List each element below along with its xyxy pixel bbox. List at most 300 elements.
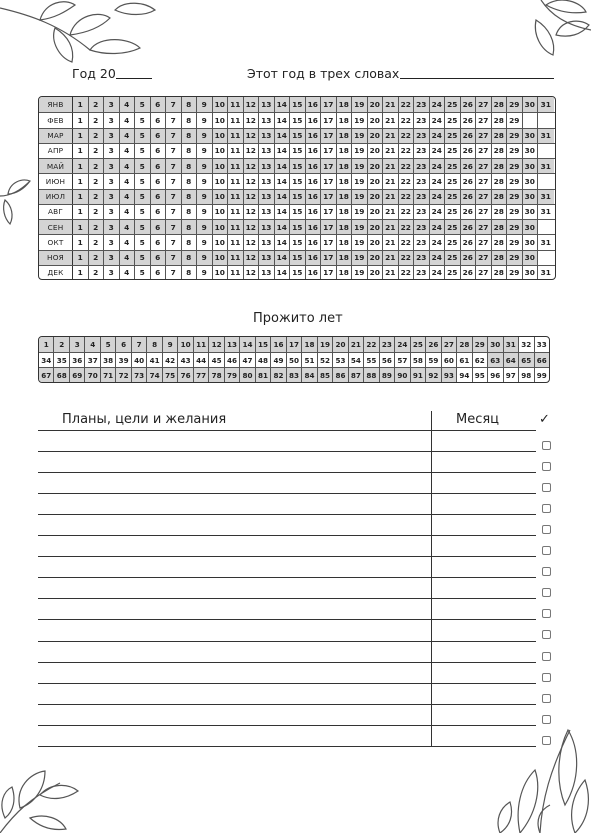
calendar-day-cell[interactable]: 1 <box>73 97 89 112</box>
calendar-day-cell[interactable]: 23 <box>414 97 430 112</box>
year-cell[interactable]: 92 <box>426 368 441 382</box>
calendar-day-cell[interactable]: 12 <box>244 205 260 219</box>
year-cell[interactable]: 96 <box>488 368 503 382</box>
calendar-day-cell[interactable]: 1 <box>73 129 89 143</box>
year-cell[interactable]: 46 <box>225 353 240 367</box>
calendar-day-cell[interactable]: 18 <box>337 251 353 265</box>
calendar-day-cell[interactable]: 30 <box>523 159 539 173</box>
year-cell[interactable]: 43 <box>178 353 193 367</box>
calendar-day-cell[interactable]: 14 <box>275 159 291 173</box>
calendar-day-cell[interactable]: 8 <box>182 220 198 234</box>
calendar-day-cell[interactable]: 22 <box>399 190 415 204</box>
calendar-day-cell[interactable]: 8 <box>182 159 198 173</box>
calendar-day-cell[interactable]: 2 <box>89 113 105 127</box>
calendar-day-cell[interactable]: 12 <box>244 266 260 280</box>
calendar-day-cell[interactable]: 30 <box>523 190 539 204</box>
calendar-day-cell[interactable]: 6 <box>151 174 167 188</box>
calendar-day-cell[interactable]: 2 <box>89 190 105 204</box>
calendar-empty-cell[interactable] <box>538 251 554 265</box>
calendar-day-cell[interactable]: 15 <box>290 220 306 234</box>
year-cell[interactable]: 13 <box>225 337 240 352</box>
year-cell[interactable]: 77 <box>194 368 209 382</box>
calendar-day-cell[interactable]: 27 <box>476 113 492 127</box>
calendar-day-cell[interactable]: 30 <box>523 251 539 265</box>
year-cell[interactable]: 7 <box>132 337 147 352</box>
calendar-day-cell[interactable]: 26 <box>461 144 477 158</box>
calendar-day-cell[interactable]: 24 <box>430 174 446 188</box>
calendar-day-cell[interactable]: 23 <box>414 174 430 188</box>
calendar-day-cell[interactable]: 29 <box>507 205 523 219</box>
calendar-day-cell[interactable]: 8 <box>182 129 198 143</box>
calendar-day-cell[interactable]: 15 <box>290 129 306 143</box>
calendar-day-cell[interactable]: 7 <box>166 220 182 234</box>
calendar-day-cell[interactable]: 1 <box>73 205 89 219</box>
calendar-day-cell[interactable]: 28 <box>492 113 508 127</box>
calendar-day-cell[interactable]: 20 <box>368 174 384 188</box>
calendar-day-cell[interactable]: 13 <box>259 97 275 112</box>
calendar-day-cell[interactable]: 6 <box>151 97 167 112</box>
calendar-day-cell[interactable]: 19 <box>352 190 368 204</box>
year-cell[interactable]: 61 <box>457 353 472 367</box>
calendar-day-cell[interactable]: 24 <box>430 251 446 265</box>
calendar-day-cell[interactable]: 25 <box>445 235 461 249</box>
calendar-day-cell[interactable]: 23 <box>414 220 430 234</box>
calendar-day-cell[interactable]: 7 <box>166 113 182 127</box>
calendar-day-cell[interactable]: 11 <box>228 235 244 249</box>
calendar-day-cell[interactable]: 5 <box>135 144 151 158</box>
calendar-day-cell[interactable]: 26 <box>461 129 477 143</box>
calendar-day-cell[interactable]: 7 <box>166 159 182 173</box>
year-cell[interactable]: 71 <box>101 368 116 382</box>
calendar-day-cell[interactable]: 20 <box>368 235 384 249</box>
calendar-day-cell[interactable]: 4 <box>120 205 136 219</box>
calendar-day-cell[interactable]: 13 <box>259 235 275 249</box>
calendar-day-cell[interactable]: 23 <box>414 144 430 158</box>
calendar-day-cell[interactable]: 11 <box>228 159 244 173</box>
calendar-day-cell[interactable]: 5 <box>135 220 151 234</box>
calendar-day-cell[interactable]: 26 <box>461 220 477 234</box>
year-cell[interactable]: 76 <box>178 368 193 382</box>
plan-row-line[interactable] <box>38 598 536 599</box>
calendar-day-cell[interactable]: 15 <box>290 190 306 204</box>
calendar-day-cell[interactable]: 24 <box>430 97 446 112</box>
calendar-day-cell[interactable]: 26 <box>461 235 477 249</box>
calendar-day-cell[interactable]: 3 <box>104 129 120 143</box>
plan-checkbox[interactable] <box>542 462 551 471</box>
calendar-day-cell[interactable]: 2 <box>89 251 105 265</box>
calendar-day-cell[interactable]: 10 <box>213 129 229 143</box>
calendar-day-cell[interactable]: 20 <box>368 97 384 112</box>
plan-checkbox[interactable] <box>542 630 551 639</box>
calendar-day-cell[interactable]: 9 <box>197 235 213 249</box>
calendar-day-cell[interactable]: 17 <box>321 220 337 234</box>
calendar-day-cell[interactable]: 30 <box>523 235 539 249</box>
year-cell[interactable]: 56 <box>380 353 395 367</box>
three-words-input-line[interactable] <box>400 78 554 79</box>
year-cell[interactable]: 16 <box>271 337 286 352</box>
calendar-day-cell[interactable]: 19 <box>352 266 368 280</box>
calendar-day-cell[interactable]: 30 <box>523 97 539 112</box>
calendar-day-cell[interactable]: 7 <box>166 174 182 188</box>
year-cell[interactable]: 5 <box>101 337 116 352</box>
year-cell[interactable]: 29 <box>473 337 488 352</box>
calendar-day-cell[interactable]: 8 <box>182 174 198 188</box>
calendar-day-cell[interactable]: 30 <box>523 266 539 280</box>
year-cell[interactable]: 45 <box>209 353 224 367</box>
calendar-day-cell[interactable]: 31 <box>538 129 554 143</box>
calendar-day-cell[interactable]: 25 <box>445 220 461 234</box>
calendar-day-cell[interactable]: 18 <box>337 266 353 280</box>
calendar-day-cell[interactable]: 15 <box>290 235 306 249</box>
year-cell[interactable]: 57 <box>395 353 410 367</box>
calendar-day-cell[interactable]: 24 <box>430 113 446 127</box>
calendar-day-cell[interactable]: 28 <box>492 97 508 112</box>
year-cell[interactable]: 54 <box>349 353 364 367</box>
calendar-day-cell[interactable]: 6 <box>151 251 167 265</box>
calendar-day-cell[interactable]: 23 <box>414 159 430 173</box>
calendar-day-cell[interactable]: 7 <box>166 266 182 280</box>
calendar-day-cell[interactable]: 16 <box>306 220 322 234</box>
calendar-empty-cell[interactable] <box>538 174 554 188</box>
calendar-day-cell[interactable]: 13 <box>259 266 275 280</box>
calendar-day-cell[interactable]: 29 <box>507 113 523 127</box>
plan-row-line[interactable] <box>38 704 536 705</box>
calendar-day-cell[interactable]: 18 <box>337 220 353 234</box>
calendar-day-cell[interactable]: 31 <box>540 268 551 278</box>
calendar-day-cell[interactable]: 13 <box>259 113 275 127</box>
year-cell[interactable]: 69 <box>70 368 85 382</box>
year-cell[interactable]: 72 <box>116 368 131 382</box>
calendar-day-cell[interactable]: 29 <box>507 251 523 265</box>
year-cell[interactable]: 11 <box>194 337 209 352</box>
calendar-day-cell[interactable]: 11 <box>228 251 244 265</box>
calendar-day-cell[interactable]: 1 <box>73 220 89 234</box>
year-cell[interactable]: 62 <box>473 353 488 367</box>
calendar-day-cell[interactable]: 22 <box>399 144 415 158</box>
year-cell[interactable]: 8 <box>147 337 162 352</box>
calendar-day-cell[interactable]: 17 <box>321 113 337 127</box>
calendar-day-cell[interactable]: 1 <box>73 144 89 158</box>
calendar-day-cell[interactable]: 8 <box>182 251 198 265</box>
plan-checkbox[interactable] <box>542 546 551 555</box>
calendar-day-cell[interactable]: 18 <box>337 205 353 219</box>
calendar-day-cell[interactable]: 3 <box>104 190 120 204</box>
calendar-day-cell[interactable]: 2 <box>89 97 105 112</box>
calendar-day-cell[interactable]: 2 <box>89 174 105 188</box>
year-cell[interactable]: 80 <box>240 368 255 382</box>
calendar-day-cell[interactable]: 9 <box>197 220 213 234</box>
year-cell[interactable]: 82 <box>271 368 286 382</box>
calendar-day-cell[interactable]: 30 <box>523 174 539 188</box>
calendar-day-cell[interactable]: 21 <box>383 190 399 204</box>
calendar-day-cell[interactable]: 20 <box>368 266 384 280</box>
year-cell[interactable]: 94 <box>457 368 472 382</box>
calendar-day-cell[interactable]: 27 <box>476 144 492 158</box>
plan-row-line[interactable] <box>38 725 536 726</box>
year-cell[interactable]: 53 <box>333 353 348 367</box>
calendar-day-cell[interactable]: 15 <box>290 159 306 173</box>
calendar-day-cell[interactable]: 24 <box>430 129 446 143</box>
calendar-day-cell[interactable]: 25 <box>445 190 461 204</box>
calendar-day-cell[interactable]: 25 <box>445 205 461 219</box>
plan-row-line[interactable] <box>38 746 536 747</box>
calendar-day-cell[interactable]: 14 <box>275 266 291 280</box>
calendar-day-cell[interactable]: 10 <box>213 144 229 158</box>
calendar-day-cell[interactable]: 1 <box>73 174 89 188</box>
calendar-day-cell[interactable]: 10 <box>213 159 229 173</box>
plan-row-line[interactable] <box>38 556 536 557</box>
year-cell[interactable]: 4 <box>85 337 100 352</box>
calendar-day-cell[interactable]: 11 <box>228 97 244 112</box>
calendar-empty-cell[interactable] <box>538 113 554 127</box>
calendar-empty-cell[interactable] <box>523 113 539 127</box>
calendar-day-cell[interactable]: 9 <box>197 113 213 127</box>
calendar-day-cell[interactable]: 20 <box>368 220 384 234</box>
year-cell[interactable]: 3 <box>70 337 85 352</box>
calendar-day-cell[interactable]: 12 <box>244 190 260 204</box>
calendar-day-cell[interactable]: 21 <box>383 220 399 234</box>
calendar-day-cell[interactable]: 10 <box>213 251 229 265</box>
calendar-day-cell[interactable]: 13 <box>259 205 275 219</box>
calendar-day-cell[interactable]: 4 <box>120 129 136 143</box>
calendar-day-cell[interactable]: 14 <box>275 174 291 188</box>
calendar-day-cell[interactable]: 19 <box>352 144 368 158</box>
year-cell[interactable]: 25 <box>411 337 426 352</box>
calendar-day-cell[interactable]: 17 <box>321 144 337 158</box>
calendar-day-cell[interactable]: 21 <box>383 235 399 249</box>
calendar-day-cell[interactable]: 24 <box>430 205 446 219</box>
calendar-day-cell[interactable]: 18 <box>337 190 353 204</box>
calendar-day-cell[interactable]: 14 <box>275 205 291 219</box>
calendar-day-cell[interactable]: 28 <box>492 190 508 204</box>
calendar-day-cell[interactable]: 23 <box>414 190 430 204</box>
calendar-day-cell[interactable]: 22 <box>399 251 415 265</box>
calendar-day-cell[interactable]: 2 <box>89 220 105 234</box>
year-cell[interactable]: 33 <box>536 340 547 350</box>
calendar-day-cell[interactable]: 19 <box>352 159 368 173</box>
calendar-day-cell[interactable]: 3 <box>104 251 120 265</box>
calendar-day-cell[interactable]: 21 <box>383 159 399 173</box>
calendar-day-cell[interactable]: 3 <box>104 159 120 173</box>
calendar-day-cell[interactable]: 7 <box>166 144 182 158</box>
calendar-day-cell[interactable]: 12 <box>244 97 260 112</box>
calendar-day-cell[interactable]: 31 <box>538 97 554 112</box>
year-cell[interactable]: 32 <box>519 337 534 352</box>
calendar-day-cell[interactable]: 13 <box>259 144 275 158</box>
year-cell[interactable]: 48 <box>256 353 271 367</box>
calendar-day-cell[interactable]: 9 <box>197 190 213 204</box>
year-cell[interactable]: 74 <box>147 368 162 382</box>
calendar-day-cell[interactable]: 20 <box>368 159 384 173</box>
calendar-day-cell[interactable]: 29 <box>507 144 523 158</box>
plan-row-line[interactable] <box>38 662 536 663</box>
calendar-day-cell[interactable]: 1 <box>73 266 89 280</box>
calendar-day-cell[interactable]: 13 <box>259 190 275 204</box>
calendar-day-cell[interactable]: 5 <box>135 235 151 249</box>
calendar-day-cell[interactable]: 30 <box>523 144 539 158</box>
calendar-day-cell[interactable]: 19 <box>352 235 368 249</box>
calendar-day-cell[interactable]: 28 <box>492 144 508 158</box>
calendar-day-cell[interactable]: 9 <box>197 266 213 280</box>
calendar-day-cell[interactable]: 7 <box>166 251 182 265</box>
calendar-day-cell[interactable]: 20 <box>368 113 384 127</box>
calendar-day-cell[interactable]: 9 <box>197 129 213 143</box>
year-cell[interactable]: 79 <box>225 368 240 382</box>
calendar-day-cell[interactable]: 12 <box>244 220 260 234</box>
year-cell[interactable]: 59 <box>426 353 441 367</box>
calendar-day-cell[interactable]: 5 <box>135 129 151 143</box>
year-cell[interactable]: 17 <box>287 337 302 352</box>
calendar-day-cell[interactable]: 2 <box>89 235 105 249</box>
calendar-day-cell[interactable]: 27 <box>476 220 492 234</box>
calendar-day-cell[interactable]: 13 <box>259 174 275 188</box>
calendar-day-cell[interactable]: 1 <box>73 251 89 265</box>
year-cell[interactable]: 67 <box>39 368 54 382</box>
plan-checkbox[interactable] <box>542 588 551 597</box>
calendar-day-cell[interactable]: 18 <box>337 129 353 143</box>
calendar-day-cell[interactable]: 24 <box>430 144 446 158</box>
calendar-day-cell[interactable]: 17 <box>321 159 337 173</box>
calendar-day-cell[interactable]: 22 <box>399 97 415 112</box>
plan-row-line[interactable] <box>38 619 536 620</box>
year-cell[interactable]: 40 <box>132 353 147 367</box>
calendar-day-cell[interactable]: 24 <box>430 159 446 173</box>
calendar-day-cell[interactable]: 5 <box>135 251 151 265</box>
calendar-day-cell[interactable]: 21 <box>383 205 399 219</box>
calendar-day-cell[interactable]: 17 <box>321 266 337 280</box>
year-cell[interactable]: 9 <box>163 337 178 352</box>
calendar-day-cell[interactable]: 5 <box>135 113 151 127</box>
calendar-day-cell[interactable]: 11 <box>228 129 244 143</box>
year-cell[interactable]: 55 <box>364 353 379 367</box>
plan-checkbox[interactable] <box>542 609 551 618</box>
year-cell[interactable]: 75 <box>163 368 178 382</box>
year-cell[interactable]: 89 <box>380 368 395 382</box>
calendar-empty-cell[interactable] <box>538 144 554 158</box>
calendar-day-cell[interactable]: 29 <box>507 174 523 188</box>
calendar-day-cell[interactable]: 28 <box>492 266 508 280</box>
calendar-day-cell[interactable]: 13 <box>259 251 275 265</box>
calendar-day-cell[interactable]: 23 <box>414 205 430 219</box>
calendar-day-cell[interactable]: 26 <box>461 205 477 219</box>
year-cell[interactable]: 21 <box>349 337 364 352</box>
calendar-day-cell[interactable]: 12 <box>244 144 260 158</box>
calendar-day-cell[interactable]: 15 <box>290 205 306 219</box>
year-cell[interactable]: 14 <box>240 337 255 352</box>
calendar-day-cell[interactable]: 27 <box>476 129 492 143</box>
calendar-day-cell[interactable]: 19 <box>352 174 368 188</box>
calendar-day-cell[interactable]: 26 <box>461 159 477 173</box>
calendar-day-cell[interactable]: 1 <box>73 113 89 127</box>
year-cell[interactable]: 19 <box>318 337 333 352</box>
calendar-day-cell[interactable]: 4 <box>120 220 136 234</box>
calendar-day-cell[interactable]: 12 <box>244 251 260 265</box>
calendar-day-cell[interactable]: 20 <box>368 205 384 219</box>
calendar-day-cell[interactable]: 27 <box>476 190 492 204</box>
calendar-day-cell[interactable]: 9 <box>197 251 213 265</box>
calendar-day-cell[interactable]: 29 <box>507 97 523 112</box>
calendar-day-cell[interactable]: 7 <box>166 235 182 249</box>
calendar-day-cell[interactable]: 7 <box>166 129 182 143</box>
calendar-day-cell[interactable]: 22 <box>399 174 415 188</box>
calendar-day-cell[interactable]: 3 <box>104 235 120 249</box>
calendar-day-cell[interactable]: 12 <box>244 113 260 127</box>
calendar-day-cell[interactable]: 11 <box>228 113 244 127</box>
calendar-day-cell[interactable]: 6 <box>151 235 167 249</box>
calendar-day-cell[interactable]: 26 <box>461 113 477 127</box>
calendar-day-cell[interactable]: 8 <box>182 235 198 249</box>
calendar-day-cell[interactable]: 2 <box>89 129 105 143</box>
calendar-day-cell[interactable]: 18 <box>337 174 353 188</box>
calendar-day-cell[interactable]: 16 <box>306 144 322 158</box>
calendar-day-cell[interactable]: 21 <box>383 144 399 158</box>
calendar-day-cell[interactable]: 12 <box>244 159 260 173</box>
year-cell[interactable]: 85 <box>318 368 333 382</box>
calendar-day-cell[interactable]: 15 <box>290 97 306 112</box>
calendar-day-cell[interactable]: 6 <box>151 220 167 234</box>
year-cell[interactable]: 52 <box>318 353 333 367</box>
year-cell[interactable]: 2 <box>54 337 69 352</box>
calendar-day-cell[interactable]: 16 <box>306 190 322 204</box>
year-cell[interactable]: 27 <box>442 337 457 352</box>
year-cell[interactable]: 41 <box>147 353 162 367</box>
calendar-day-cell[interactable]: 3 <box>104 144 120 158</box>
year-cell[interactable]: 35 <box>54 353 69 367</box>
calendar-day-cell[interactable]: 11 <box>228 144 244 158</box>
calendar-day-cell[interactable]: 7 <box>166 97 182 112</box>
year-cell[interactable]: 47 <box>240 353 255 367</box>
calendar-day-cell[interactable]: 6 <box>151 144 167 158</box>
year-cell[interactable]: 37 <box>85 353 100 367</box>
calendar-day-cell[interactable]: 8 <box>182 205 198 219</box>
calendar-day-cell[interactable]: 10 <box>213 190 229 204</box>
calendar-day-cell[interactable]: 10 <box>213 113 229 127</box>
plan-row-line[interactable] <box>38 683 536 684</box>
calendar-day-cell[interactable]: 29 <box>507 235 523 249</box>
year-cell[interactable]: 39 <box>116 353 131 367</box>
year-cell[interactable]: 30 <box>488 337 503 352</box>
year-cell[interactable]: 93 <box>442 368 457 382</box>
year-cell[interactable]: 34 <box>39 353 54 367</box>
calendar-day-cell[interactable]: 5 <box>135 205 151 219</box>
calendar-day-cell[interactable]: 11 <box>228 190 244 204</box>
calendar-day-cell[interactable]: 23 <box>414 266 430 280</box>
calendar-day-cell[interactable]: 8 <box>182 266 198 280</box>
calendar-day-cell[interactable]: 10 <box>213 266 229 280</box>
calendar-day-cell[interactable]: 11 <box>228 220 244 234</box>
calendar-day-cell[interactable]: 4 <box>120 97 136 112</box>
plan-row-line[interactable] <box>38 472 536 473</box>
calendar-day-cell[interactable]: 22 <box>399 235 415 249</box>
calendar-day-cell[interactable]: 21 <box>383 266 399 280</box>
year-cell[interactable]: 86 <box>333 368 348 382</box>
calendar-day-cell[interactable]: 8 <box>182 97 198 112</box>
year-cell[interactable]: 97 <box>504 368 519 382</box>
year-cell[interactable]: 12 <box>209 337 224 352</box>
calendar-day-cell[interactable]: 24 <box>430 220 446 234</box>
plan-checkbox[interactable] <box>542 441 551 450</box>
calendar-day-cell[interactable]: 23 <box>414 235 430 249</box>
calendar-day-cell[interactable]: 14 <box>275 144 291 158</box>
calendar-day-cell[interactable]: 29 <box>507 129 523 143</box>
calendar-day-cell[interactable]: 31 <box>540 237 551 247</box>
plan-checkbox[interactable] <box>542 483 551 492</box>
calendar-day-cell[interactable]: 25 <box>445 144 461 158</box>
year-cell[interactable]: 23 <box>380 337 395 352</box>
calendar-day-cell[interactable]: 29 <box>507 220 523 234</box>
year-cell[interactable]: 36 <box>70 353 85 367</box>
calendar-day-cell[interactable]: 27 <box>476 159 492 173</box>
